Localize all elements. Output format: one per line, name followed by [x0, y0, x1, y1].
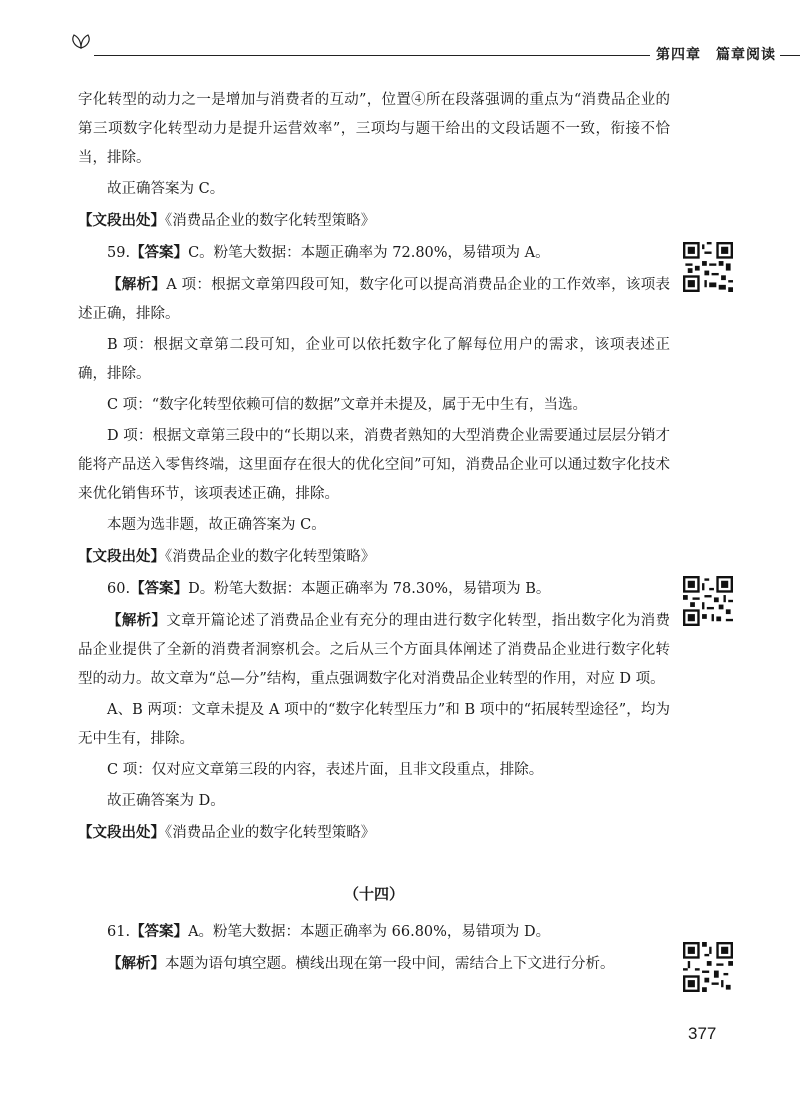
source-label: 【文段出处】 [78, 548, 165, 565]
question-number: 59. [107, 245, 131, 261]
section-heading: （十四） [343, 885, 404, 903]
analysis-61 [78, 949, 670, 979]
analysis-text: 文章开篇论述了消费品企业有充分的理由进行数字化转型，指出数字化为消费品企业提供了全新的消费者洞察机会。之后从三个方面具体阐述了消费品企业进行数字化转型的动力。故文章为“总—分”结构，重点强调数字化对消费品企业转型的作用，对应 D 项。 [78, 613, 670, 687]
leaf-ornament-icon [68, 32, 94, 50]
analysis-text: 本题为语句填空题。横线出现在第一段中间，需结合上下文进行分析。 [165, 956, 615, 972]
page-body [78, 86, 670, 981]
option-d: D 项：根据文章第三段中的“长期以来，消费者熟知的大型消费企业需要通过层层分销才能将产品送入零售终端，这里面存在很大的优化空间”可知，消费品企业可以通过数字化技术来优化销售环节，该项表述正确，排除。 [78, 428, 670, 502]
qr-code-icon[interactable] [683, 242, 733, 292]
option-ab: A、B 两项：文章未提及 A 项中的“数字化转型压力”和 B 项中的“拓展转型途径”，均为无中生有，排除。 [78, 702, 670, 747]
question-number: 61. [107, 924, 131, 940]
conclusion: 故正确答案为 C。 [107, 181, 225, 197]
source-line [78, 206, 670, 236]
conclusion: 本题为选非题，故正确答案为 C。 [107, 517, 326, 533]
header-rule-right [780, 55, 800, 56]
answer-label: 【答案】 [130, 580, 189, 597]
qr-code-icon[interactable] [683, 576, 733, 626]
answer-label: 【答案】 [130, 244, 189, 261]
paragraph: 字化转型的动力之一是增加与消费者的互动”，位置④所在段落强调的重点为“消费品企业的第三项数字化转型动力是提升运营效率”，三项均与题干给出的文段话题不一致，衔接不恰当，排除。 [78, 92, 670, 166]
running-header [58, 30, 778, 70]
source-line [78, 818, 670, 848]
analysis-label: 【解析】 [107, 955, 165, 972]
answer-text: C。粉笔大数据：本题正确率为 72.80%，易错项为 A。 [188, 245, 550, 261]
source-line [78, 542, 670, 572]
header-rule-left [94, 55, 650, 56]
source-text: 《消费品企业的数字化转型策略》 [165, 825, 376, 841]
source-label: 【文段出处】 [78, 824, 165, 841]
page-number: 377 [688, 1024, 717, 1043]
source-label: 【文段出处】 [78, 212, 165, 229]
answer-60 [78, 574, 670, 604]
option-c: C 项：“数字化转型依赖可信的数据”文章并未提及，属于无中生有，当选。 [107, 397, 588, 413]
analysis-label: 【解析】 [107, 612, 167, 629]
answer-59 [78, 238, 670, 268]
answer-61 [78, 917, 670, 947]
option-b: B 项：根据文章第二段可知，企业可以依托数字化了解每位用户的需求，该项表述正确，排除。 [78, 337, 670, 382]
analysis-label: 【解析】 [107, 276, 167, 293]
answer-label: 【答案】 [130, 923, 189, 940]
analysis-59 [78, 270, 670, 329]
source-text: 《消费品企业的数字化转型策略》 [165, 549, 376, 565]
chapter-title: 第四章 篇章阅读 [656, 47, 776, 63]
source-text: 《消费品企业的数字化转型策略》 [165, 213, 376, 229]
option-c: C 项：仅对应文章第三段的内容，表述片面，且非文段重点，排除。 [107, 762, 544, 778]
answer-text: D。粉笔大数据：本题正确率为 78.30%，易错项为 B。 [188, 581, 551, 597]
analysis-60 [78, 606, 670, 694]
qr-code-icon[interactable] [683, 942, 733, 992]
question-number: 60. [107, 581, 131, 597]
conclusion: 故正确答案为 D。 [107, 793, 225, 809]
answer-text: A。粉笔大数据：本题正确率为 66.80%，易错项为 D。 [188, 924, 551, 940]
analysis-text: A 项：根据文章第四段可知，数字化可以提高消费品企业的工作效率，该项表述正确，排除。 [78, 277, 670, 322]
